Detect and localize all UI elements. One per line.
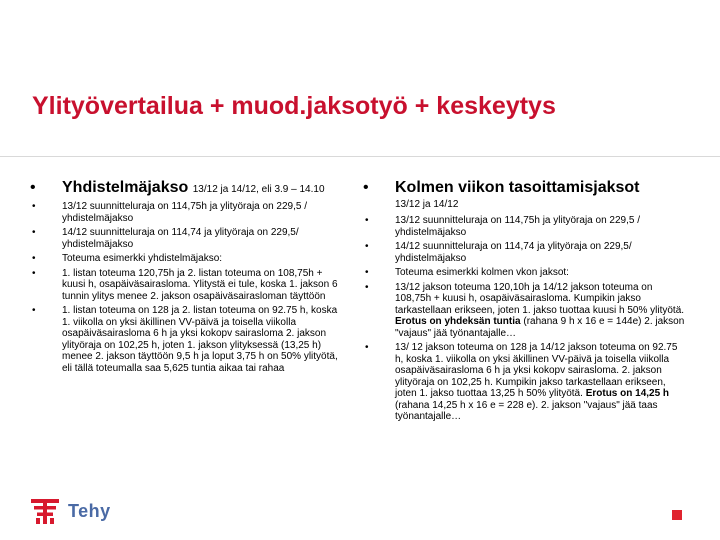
list-item	[363, 282, 685, 340]
list-item-text: 13/12 suunnitteluraja on 114,75h ja ylityöraja on 229,5 / yhdistelmäjakso	[62, 201, 307, 224]
right-heading-main: Kolmen viikon tasoittamisjaksot	[395, 179, 640, 196]
bullet-icon: •	[365, 342, 369, 353]
right-heading-sub: 13/12 ja 14/12	[395, 199, 459, 210]
list-item	[30, 253, 348, 265]
bullet-icon: •	[365, 215, 369, 226]
list-item-emphasis: Erotus on yhdeksän tuntia	[395, 316, 521, 327]
list-item	[363, 215, 685, 238]
left-column	[30, 178, 348, 374]
list-item-text: Toteuma esimerkki kolmen vkon jaksot:	[395, 267, 569, 278]
list-item-text: (rahana 9 h x 16 e = 144e) 2. jakson "vajaus" jää työnantajalle…	[395, 316, 685, 339]
list-item	[30, 201, 348, 224]
right-column	[363, 178, 685, 423]
list-item-text: 13/12 suunnitteluraja on 114,75h ja ylityöraja on 229,5 / yhdistelmäjakso	[395, 215, 640, 238]
title-divider	[0, 156, 720, 157]
list-item	[363, 342, 685, 423]
list-item-emphasis: Erotus on 14,25 h	[585, 388, 670, 399]
right-heading	[363, 178, 685, 212]
bullet-icon: •	[32, 201, 36, 212]
tehy-logo-mark-icon	[30, 496, 60, 526]
list-item-text: (rahana 14,25 h x 16 e = 228 e). 2. jakson "vajaus" jää taas työnantajalle…	[395, 399, 658, 422]
left-bullet-list	[30, 201, 348, 374]
bullet-icon: •	[32, 253, 36, 264]
list-item	[363, 267, 685, 279]
bullet-icon: •	[32, 227, 36, 238]
bullet-icon: •	[365, 267, 369, 278]
list-item	[30, 227, 348, 250]
slide-title: Ylityövertailua + muod.jaksotyö + keskeytys	[32, 92, 556, 120]
corner-accent	[672, 510, 682, 520]
left-heading	[30, 178, 348, 198]
list-item	[30, 305, 348, 374]
list-item	[363, 241, 685, 264]
bullet-icon: •	[32, 267, 36, 279]
list-item-text: 13/ 12 jakson toteuma on 128 ja 14/12 jakson toteuma on 92.75 h, koska 1. viikolla on yksi äkillinen VV-päivä ja toisella viikolla osapäiväsairasloma 6 h ja yksi kokopv sairasloma. 2. jakson ylityöraja on 102,25 h. Kumpikin jakso tarkastellaan erikseen, joten 1. jakso tuottaa 13,25 h 50% ylityötä.	[395, 342, 678, 399]
bullet-icon: •	[365, 241, 369, 252]
list-item-text: 1. listan toteuma on 128 ja 2. listan toteuma on 92.75 h, koska 1. viikolla on yksi äkillinen VV-päivä ja toisella viikolla osapäiväsairasloma 6 h ja yksi kokopv sairasloma 2. jakson ylityöraja on 102,25 h, joten 1. jakson ylityksessä (13,25 h) menee 2. jakson täyttöön 9,5 h ja loput 3,75 h on 50% ylityötä, eli tällä toteumalla saa 5,625 tuntia aikaa tai rahaa	[62, 305, 338, 374]
bullet-icon: •	[363, 179, 369, 196]
list-item-text: 14/12 suunnitteluraja on 114,74 ja ylityöraja on 229,5/ yhdistelmäjakso	[62, 227, 299, 250]
list-item-text: Toteuma esimerkki yhdistelmäjakso:	[62, 253, 223, 264]
list-item	[30, 268, 348, 303]
bullet-icon: •	[365, 281, 369, 293]
list-item-text: 1. listan toteuma 120,75h ja 2. listan toteuma on 108,75h + kuusi h, osapäiväsairasloma. Ylitystä ei tule, koska 1. jakson 6 tunnin ylitys menee 2. jakson osapäiväsairasloman täyttöön	[62, 267, 338, 302]
bullet-icon: •	[30, 179, 36, 196]
list-item-text: 14/12 suunnitteluraja on 114,74 ja ylityöraja on 229,5/ yhdistelmäjakso	[395, 241, 632, 264]
left-heading-main: Yhdistelmäjakso	[62, 179, 189, 196]
right-bullet-list	[363, 215, 685, 423]
bullet-icon: •	[32, 305, 36, 316]
logo-text: Tehy	[68, 500, 111, 521]
list-item-text: 13/12 jakson toteuma 120,10h ja 14/12 jakson toteuma on 108,75h + kuusi h, osapäiväsairasloma. Kumpikin jakso tarkastellaan erikseen, joten 1. jakso tuottaa kuusi h 50% ylityötä.	[395, 281, 685, 316]
tehy-logo	[30, 496, 111, 526]
left-heading-sub: 13/12 ja 14/12, eli 3.9 – 14.10	[192, 184, 325, 195]
